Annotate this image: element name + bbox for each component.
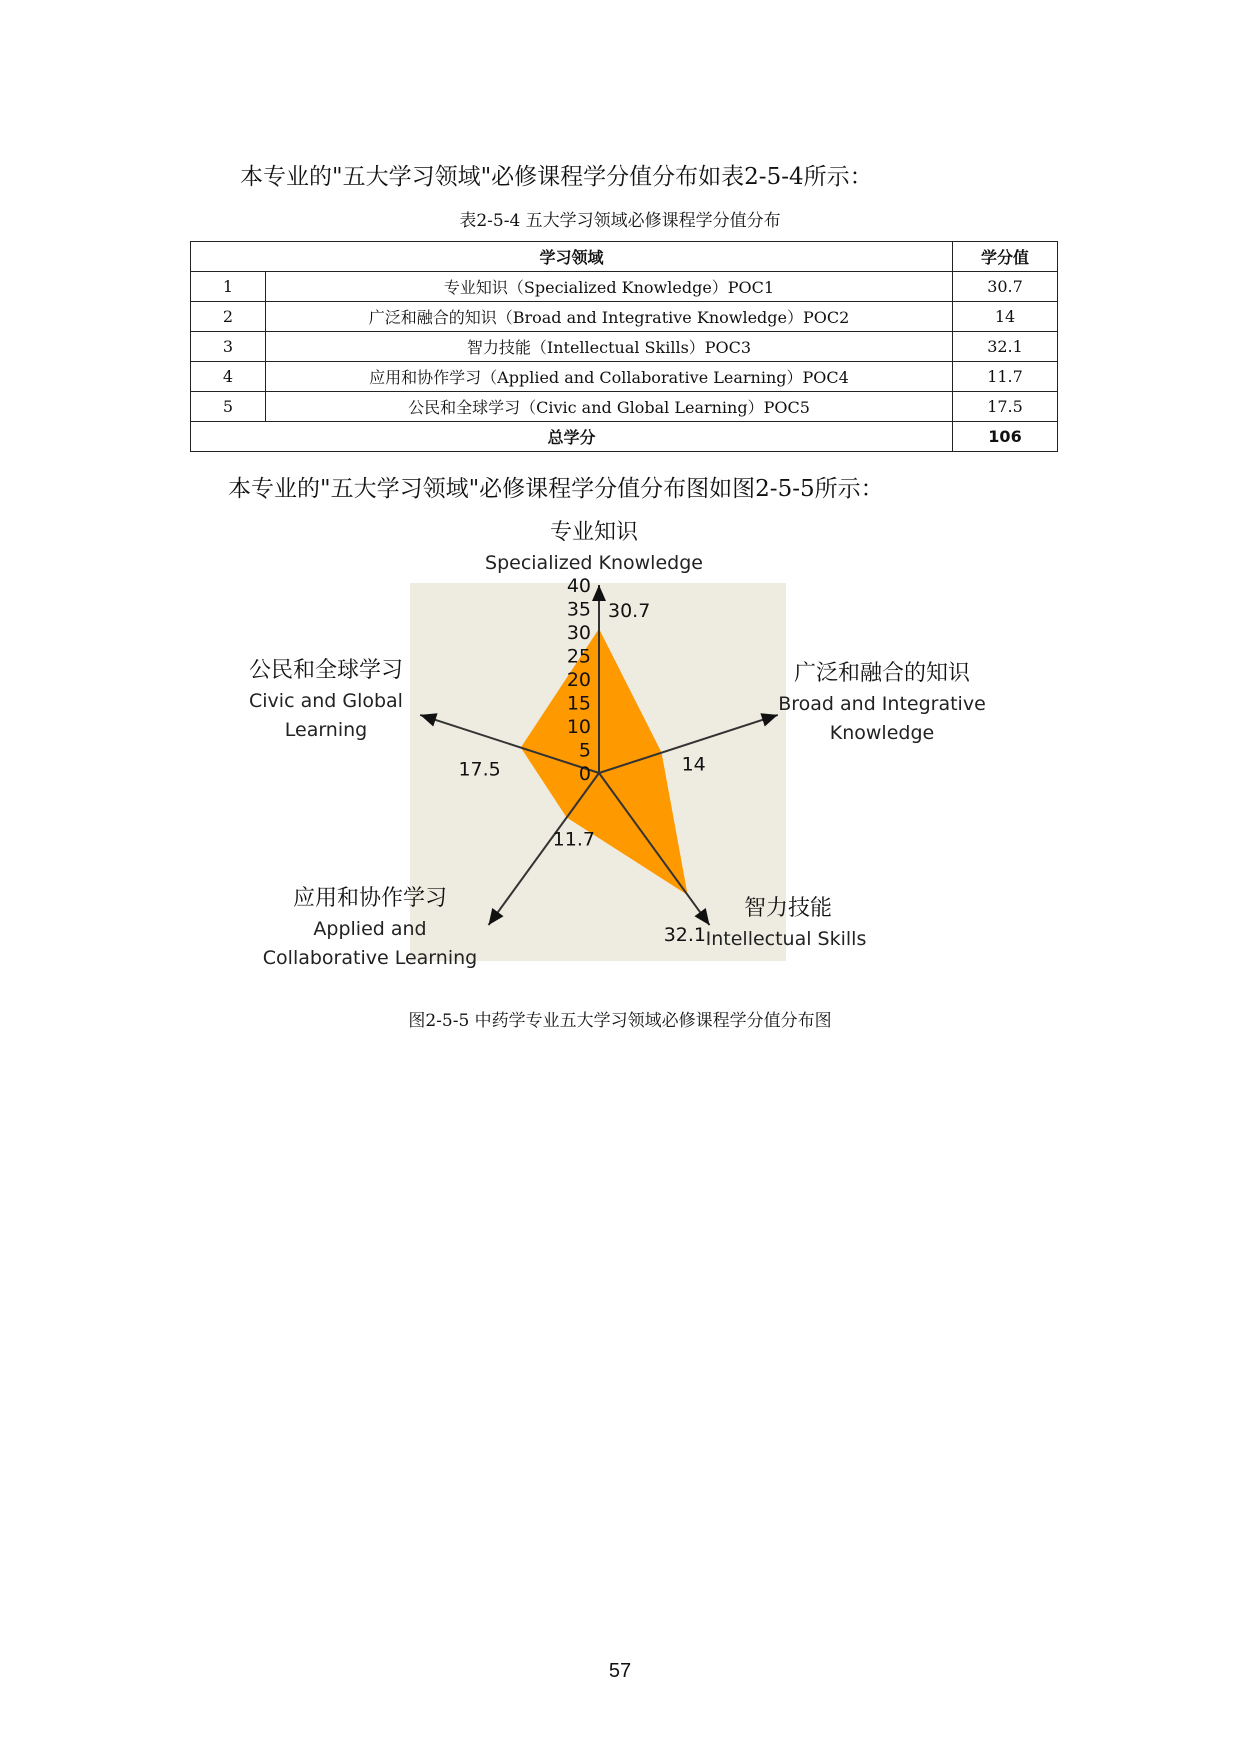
table-row <box>191 332 1058 362</box>
row-credit: 30.7 <box>953 272 1058 302</box>
axis-label-zh: 智力技能 <box>743 896 833 921</box>
axis-label-en: Intellectual Skills <box>705 928 867 950</box>
header-domain: 学习领域 <box>191 242 953 272</box>
row-index: 3 <box>191 332 266 362</box>
axis-label-zh: 应用和协作学习 <box>292 886 448 911</box>
row-domain: 应用和协作学习（Applied and Collaborative Learning）POC4 <box>266 362 953 392</box>
table-row <box>191 272 1058 302</box>
axis-label-en: Broad and Integrative <box>778 693 986 715</box>
credits-table <box>190 241 1058 452</box>
tick-label: 10 <box>566 716 591 738</box>
table-header-row <box>191 242 1058 272</box>
axis-label-en: Knowledge <box>829 722 935 744</box>
row-credit: 11.7 <box>953 362 1058 392</box>
value-label: 30.7 <box>608 600 651 622</box>
tick-label: 0 <box>578 763 591 785</box>
table-total-row <box>191 422 1058 452</box>
radar-chart <box>0 505 1240 995</box>
total-value: 106 <box>953 422 1058 452</box>
table-row <box>191 362 1058 392</box>
axis-label-en: Collaborative Learning <box>262 947 478 969</box>
axis-label-en: Specialized Knowledge <box>485 552 703 574</box>
tick-label: 40 <box>566 575 591 597</box>
row-index: 2 <box>191 302 266 332</box>
value-label: 17.5 <box>458 758 501 781</box>
row-index: 5 <box>191 392 266 422</box>
page-number: 57 <box>608 1660 632 1682</box>
header-credit: 学分值 <box>953 242 1058 272</box>
table-caption: 表2-5-4 五大学习领域必修课程学分值分布 <box>459 211 781 231</box>
axis-label-en: Applied and <box>313 918 427 940</box>
axis-label-zh: 公民和全球学习 <box>248 658 404 683</box>
table-intro-text: 本专业的"五大学习领域"必修课程学分值分布如表2-5-4所示： <box>240 164 873 190</box>
row-credit: 17.5 <box>953 392 1058 422</box>
axis-label-en: Learning <box>284 719 368 741</box>
radar-chart-svg <box>0 505 1240 995</box>
table-row <box>191 392 1058 422</box>
value-label: 14 <box>681 753 706 776</box>
tick-label: 25 <box>566 645 591 668</box>
row-index: 1 <box>191 272 266 302</box>
figure-caption: 图2-5-5 中药学专业五大学习领域必修课程学分值分布图 <box>408 1011 832 1031</box>
tick-label: 5 <box>578 739 591 762</box>
tick-label: 30 <box>566 622 591 644</box>
tick-label: 35 <box>566 598 591 621</box>
axis-label-zh: 专业知识 <box>549 520 639 545</box>
row-domain: 智力技能（Intellectual Skills）POC3 <box>266 332 953 362</box>
axis-label-en: Civic and Global <box>249 690 403 712</box>
row-domain: 专业知识（Specialized Knowledge）POC1 <box>266 272 953 302</box>
table-row <box>191 302 1058 332</box>
value-label: 11.7 <box>552 828 595 851</box>
axis-label-zh: 广泛和融合的知识 <box>793 661 971 686</box>
row-domain: 公民和全球学习（Civic and Global Learning）POC5 <box>266 392 953 422</box>
row-credit: 14 <box>953 302 1058 332</box>
tick-label: 15 <box>566 692 591 715</box>
chart-intro-text: 本专业的"五大学习领域"必修课程学分值分布图如图2-5-5所示： <box>228 476 884 502</box>
tick-label: 20 <box>566 669 591 691</box>
row-credit: 32.1 <box>953 332 1058 362</box>
row-index: 4 <box>191 362 266 392</box>
row-domain: 广泛和融合的知识（Broad and Integrative Knowledge）POC2 <box>266 302 953 332</box>
value-label: 32.1 <box>663 924 706 946</box>
total-label: 总学分 <box>191 422 953 452</box>
